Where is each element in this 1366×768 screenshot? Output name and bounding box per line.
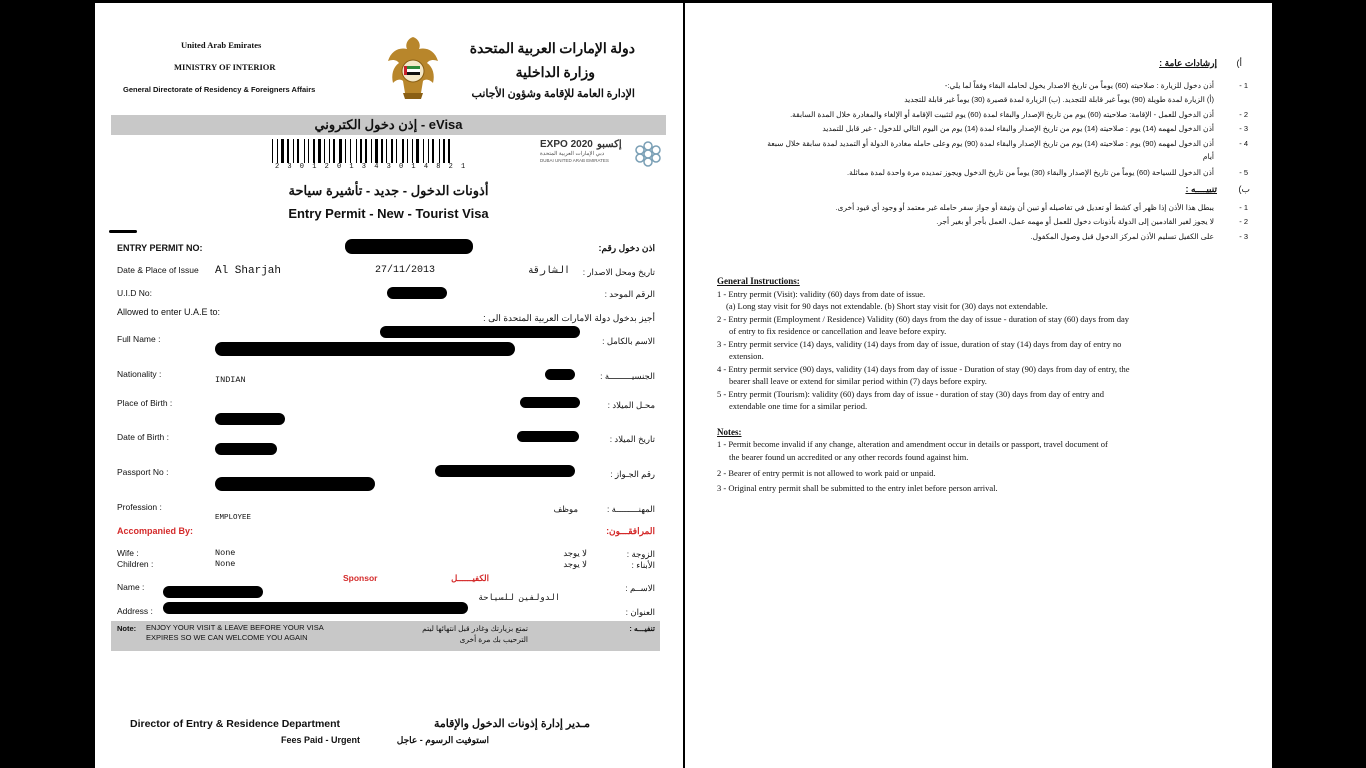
permit-title-en: Entry Permit - New - Tourist Visa <box>288 206 489 221</box>
ar-notes-heading: تنبيــــه : <box>1185 184 1217 194</box>
sponsor-name-label-ar: الاســم : <box>625 583 655 593</box>
en-instruction-line: 3 - Entry permit service (14) days, validity (14) days from day of issue, duration of stay (14) days from day of entry no <box>717 339 1122 349</box>
directorate-ar: الإدارة العامة للإقامة وشؤون الأجانب <box>471 88 635 100</box>
ar-note-num: 3 - <box>1239 232 1248 241</box>
en-notes-heading: Notes: <box>717 427 742 437</box>
barcode-bar <box>350 139 351 163</box>
uid-label: U.I.D No: <box>117 288 152 298</box>
directorate-en: General Directorate of Residency & Foreigners Affairs <box>123 85 316 94</box>
permit-no-label-ar: اذن دخول رقم: <box>598 243 655 253</box>
ar-item-num: 1 - <box>1239 81 1248 90</box>
children-value-ar: لا يوجد <box>563 559 587 569</box>
redaction <box>163 602 468 614</box>
note-label: Note: <box>117 624 137 633</box>
ministry-ar: وزارة الداخلية <box>515 66 595 81</box>
dob-label: Date of Birth : <box>117 432 169 442</box>
redaction <box>215 413 285 425</box>
en-instruction-line: 5 - Entry permit (Tourism): validity (60) days from day of issue - duration of stay (30) days from day of entry and <box>717 389 1105 399</box>
barcode-number: 2 3 0 1 2 0 1 3 4 3 0 1 4 8 2 1 <box>275 163 468 171</box>
redaction <box>215 443 277 455</box>
fullname-label-ar: الاسم بالكامل : <box>602 336 655 346</box>
ar-note-text: على الكفيل تسليم الأذن لمركز الدخول قبل وصول المكفول. <box>1030 232 1214 241</box>
accompanied-label-ar: المرافقـــون: <box>606 526 655 536</box>
fullname-label: Full Name : <box>117 334 161 344</box>
fees-en: Fees Paid - Urgent <box>281 735 361 745</box>
en-instruction-line: extendable one time for a similar period. <box>729 401 868 411</box>
ar-item-num: 3 - <box>1239 124 1248 133</box>
passport-label-ar: رقم الجـواز : <box>610 469 655 479</box>
date-place-label: Date & Place of Issue <box>117 265 199 275</box>
ar-item-num: 5 - <box>1239 168 1248 177</box>
barcode-bar <box>448 139 450 163</box>
ar-instructions-heading: إرشادات عامة : <box>1159 58 1217 68</box>
barcode-bar <box>375 139 378 163</box>
barcode-bar <box>345 139 346 163</box>
children-label: Children : <box>117 559 154 569</box>
accompanied-label: Accompanied By: <box>117 526 194 536</box>
permit-no-label: ENTRY PERMIT NO: <box>117 243 203 253</box>
profession-value-ar: موظف <box>553 504 578 514</box>
barcode-bar <box>365 139 367 163</box>
ar-note-text: يبطل هذا الأذن إذا ظهر أي كشط أو تعديل في تفاصيله أو تبين أن وثيقة أو جواز سفر حامله غير معتمد أو وجود أي قيود أخرى. <box>835 203 1214 212</box>
barcode-bar <box>371 139 372 163</box>
ar-note-num: 2 - <box>1239 217 1248 226</box>
en-instruction-line: 1 - Entry permit (Visit): validity (60) days from date of issue. <box>717 289 926 299</box>
wife-label: Wife : <box>117 548 139 558</box>
barcode-bar <box>443 139 445 163</box>
redaction <box>380 326 580 338</box>
sponsor-label: Sponsor <box>343 573 378 583</box>
redaction <box>520 397 580 408</box>
redaction <box>345 239 473 254</box>
profession-label-ar: المهنـــــــــة : <box>606 504 655 514</box>
sponsor-name-label: Name : <box>117 582 145 592</box>
ar-item-num: 2 - <box>1239 110 1248 119</box>
country-en: United Arab Emirates <box>181 40 262 50</box>
barcode-bar <box>356 139 357 163</box>
redaction <box>545 369 575 380</box>
barcode-bar <box>339 139 342 163</box>
pob-label-ar: محـل الميلاد : <box>607 400 655 410</box>
wife-value: None <box>215 548 236 558</box>
barcode-bar <box>329 139 330 163</box>
ar-item-text: أذن الدخول لمهمه (90) يوم : صلاحيته (14) يوم من تاريخ الإصدار والبقاء لمدة (90) يوم وعلى حامله مغادرة الدولة أو التمديد لمدة سابقة خلال سبعة <box>767 139 1214 148</box>
uae-emblem-icon <box>385 33 441 101</box>
note-label-ar: تنفيـــه : <box>629 624 655 633</box>
en-instructions-heading: General Instructions: <box>717 276 800 286</box>
redaction <box>109 230 137 233</box>
barcode-bar <box>324 139 325 163</box>
en-instruction-line: 4 - Entry permit service (90) days, validity (14) days from day of issue - Duration of stay (90) days from day of entry, the <box>717 364 1130 374</box>
ar-note-text: لا يجوز لغير القادمين إلى الدولة بأذونات دخول للعمل أو مهمه عمل، العمل بأجر أو بغير أجر. <box>936 217 1214 226</box>
allowed-label: Allowed to enter U.A.E to: <box>117 307 221 317</box>
place-value-ar: الشارقة <box>527 266 570 277</box>
ar-item-text: أذن الدخول للسياحة (60) يوماً من تاريخ الإصدار والبقاء (30) يوماً من تاريخ الدخول ويجوز تمديده مرة واحدة لمدة مماثلة. <box>847 168 1214 177</box>
permit-title-ar: أذونات الدخول - جديد - تأشيرة سياحة <box>288 183 489 198</box>
en-instruction-line: bearer shall leave or extend for similar period within (7) days before expiry. <box>729 376 987 386</box>
sponsor-address-label-ar: العنوان : <box>625 607 655 617</box>
redaction <box>215 342 515 356</box>
barcode-bar <box>318 139 321 163</box>
nationality-label: Nationality : <box>117 369 162 379</box>
barcode-bar <box>333 139 335 163</box>
barcode-bar <box>412 139 413 163</box>
barcode-bar <box>428 139 429 163</box>
expo-sub-en: DUBAI UNITED ARAB EMIRATES <box>540 158 609 163</box>
expo-sub-ar: دبي الإمارات العربية المتحدة <box>540 151 605 157</box>
director-en: Director of Entry & Residence Department <box>130 718 341 730</box>
redaction <box>435 465 575 477</box>
en-note-line: the bearer found un accredited or any other records found against him. <box>729 452 969 462</box>
barcode-bar <box>297 139 299 163</box>
barcode-bar <box>386 139 387 163</box>
redaction <box>215 477 375 491</box>
nationality-label-ar: الجنسيـــــــــة : <box>600 371 655 381</box>
children-label-ar: الأبناء : <box>631 560 655 570</box>
note-line1: ENJOY YOUR VISIT & LEAVE BEFORE YOUR VISA <box>146 623 324 632</box>
barcode-bar <box>360 139 362 163</box>
ar-note-num: 1 - <box>1239 203 1248 212</box>
barcode-bar <box>272 139 273 163</box>
en-instruction-line: 2 - Entry permit (Employment / Residence) Validity (60) days from the day of issue - duration of stay (60) days from day <box>717 314 1129 324</box>
pob-label: Place of Birth : <box>117 398 173 408</box>
dob-label-ar: تاريخ الميلاد : <box>609 434 655 444</box>
wife-value-ar: لا يوجد <box>563 548 587 558</box>
date-value: 27/11/2013 <box>375 265 436 276</box>
sponsor-address-label: Address : <box>117 606 153 616</box>
barcode-bar <box>439 139 440 163</box>
date-place-label-ar: تاريخ ومحل الاصدار : <box>582 267 655 277</box>
profession-value: EMPLOYEE <box>215 514 252 522</box>
ar-item-num: 4 - <box>1239 139 1248 148</box>
barcode-bar <box>308 139 309 163</box>
barcode-bar <box>391 139 393 163</box>
en-note-line: 1 - Permit become invalid if any change, alteration and amendment occur in details or passport, travel document of <box>717 439 1108 449</box>
sponsor-name-value-ar: الدولفين للسياحة <box>478 593 560 603</box>
barcode-bar <box>304 139 305 163</box>
en-instruction-line: extension. <box>729 351 764 361</box>
ministry-en: MINISTRY OF INTERIOR <box>174 62 276 72</box>
instructions-page <box>685 3 1272 768</box>
ar-section-a-num: أ) <box>1236 58 1242 68</box>
barcode-bar <box>381 139 383 163</box>
expo-title: EXPO 2020 <box>540 139 593 150</box>
redaction <box>517 431 579 442</box>
barcode-bar <box>277 139 278 163</box>
profession-label: Profession : <box>117 502 162 512</box>
ar-item-text: أيام <box>1202 152 1214 161</box>
evisa-page <box>95 3 683 768</box>
expo-logo-icon <box>634 140 662 168</box>
children-value: None <box>215 559 236 569</box>
barcode-bar <box>287 139 289 163</box>
en-note-line: 2 - Bearer of entry permit is not allowed to work paid or unpaid. <box>717 468 936 478</box>
country-ar: دولة الإمارات العربية المتحدة <box>469 42 635 57</box>
place-value: Al Sharjah <box>215 265 282 277</box>
barcode-bar <box>313 139 315 163</box>
barcode-bar <box>432 139 434 163</box>
barcode-bar <box>407 139 408 163</box>
barcode-bar <box>416 139 419 163</box>
en-instruction-line: (a) Long stay visit for 90 days not extendable. (b) Short stay visit for (30) days not extendable. <box>726 301 1048 311</box>
barcode-bar <box>402 139 404 163</box>
ar-item-text: أذن دخول للزيارة : صلاحيته (60) يوماً من تاريخ الاصدار يخول لحامله البقاء وفقاً لما يلي:- <box>944 81 1214 90</box>
director-ar: مـدير إدارة إذونات الدخول والإقامة <box>433 718 590 730</box>
nationality-value: INDIAN <box>215 375 246 385</box>
barcode-bar <box>281 139 284 163</box>
note-line1-ar: تمتع بزيارتك وغادر قبل انتهائها ليتم <box>422 624 528 633</box>
uid-label-ar: الرقم الموحد : <box>604 289 655 299</box>
redaction <box>387 287 447 299</box>
barcode-bar <box>423 139 424 163</box>
barcode-bar <box>293 139 294 163</box>
wife-label-ar: الزوجة : <box>626 549 655 559</box>
barcode-bar <box>396 139 397 163</box>
ar-item-text: (أ) الزيارة لمدة طويلة (90) يوماً غير قابلة للتجديد. (ب) الزيارة لمدة قصيرة (30) يوماً غير قابلة للتجديد <box>904 95 1214 104</box>
note-line2-ar: الترحيب بك مرة أخرى <box>459 635 528 644</box>
evisa-banner-text: إذن دخول الكتروني - eVisa <box>314 117 463 132</box>
sponsor-label-ar: الكفيــــــل <box>451 573 489 583</box>
ar-item-text: أذن الدخول للعمل - الإقامة: صلاحيته (60) يوم من تاريخ الإصدار والبقاء لمدة (60) يوم لتثبيت الإقامة أو الإلغاء والمغادرة خلال المدة السابقة. <box>790 110 1214 119</box>
en-instruction-line: of entry to fix residence or cancellation and leave before expiry. <box>729 326 947 336</box>
barcode <box>272 139 522 163</box>
note-line2: EXPIRES SO WE CAN WELCOME YOU AGAIN <box>146 633 308 642</box>
redaction <box>163 586 263 598</box>
passport-label: Passport No : <box>117 467 169 477</box>
ar-item-text: أذن الدخول لمهمه (14) يوم : صلاحيته (14) يوم من تاريخ الإصدار والبقاء لمدة (14) يوم من اليوم التالي للدخول - غير قابل للتمديد <box>822 124 1214 133</box>
allowed-label-ar: أجيز بدخول دولة الامارات العربية المتحدة الى : <box>483 313 655 323</box>
ar-section-b-num: ب) <box>1238 184 1250 194</box>
fees-ar: استوفيت الرسوم - عاجل <box>396 735 489 745</box>
en-note-line: 3 - Original entry permit shall be submitted to the entry inlet before person arrival. <box>717 483 998 493</box>
expo-title-ar: إكسبو <box>597 139 622 150</box>
